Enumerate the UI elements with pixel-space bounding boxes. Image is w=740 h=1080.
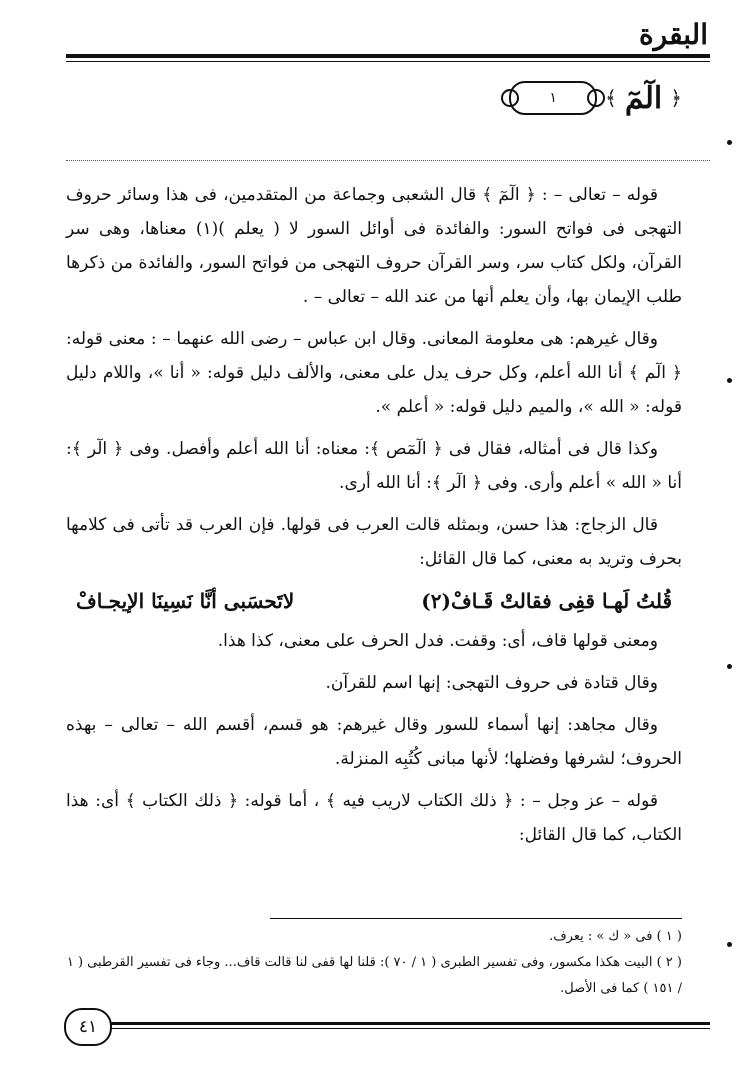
header-rule-thin — [66, 61, 710, 62]
page-number: ٤١ — [78, 1017, 98, 1037]
footnote: ( ٢ ) البيت هكذا مكسور، وفى تفسير الطبرى ( ١ / ٧٠ ): قلنا لها قفى لنا قالت قاف... وجاء فى تفسير القرطبى ( ١ / ١٥١ ) كما فى الأصل. — [66, 955, 682, 996]
header-rule-thick — [66, 54, 710, 58]
ornate-bracket-close: ﴾ — [605, 86, 617, 110]
footnote: ( ١ ) فى « ك » : يعرف. — [549, 929, 682, 944]
margin-dot — [727, 140, 732, 145]
commentary-body — [66, 178, 682, 860]
verse-heading-text: الٓمٓ — [624, 80, 663, 116]
paragraph: قوله – عز وجل – : ﴿ ذلك الكتاب لاريب فيه ﴾ ، أما قوله: ﴿ ذلك الكتاب ﴾ أى: هذا الكتاب، كما قال القائل: — [66, 791, 682, 845]
paragraph: وقال غيرهم: هى معلومة المعانى. وقال ابن عباس – رضى الله عنهما – : معنى قوله: ﴿ الٓم ﴾ أنا الله أعلم، وكل حرف يدل على معنى، والألف دليل قوله: « أنا »، واللام دليل قوله: « الله »، والميم دليل قوله: « أعلم ». — [66, 329, 682, 417]
footer-rule — [110, 1022, 710, 1029]
surah-name: البقرة — [638, 18, 708, 51]
paragraph: وكذا قال فى أمثاله، فقال فى ﴿ الٓمٓص ﴾: معناه: أنا الله أعلم وأفصل. وفى ﴿ الٓر ﴾: أنا « الله » أعلم وأرى. وفى ﴿ الٓر ﴾: أنا الله أرى. — [66, 439, 682, 493]
poem-hemistich-first: قُلتُ لَهـا قفِى فقالتْ قَـافْ(٢) — [421, 589, 672, 613]
paragraph: قال الزجاج: هذا حسن، وبمثله قالت العرب فى قولها. فإن العرب قد تأتى فى كلامها بحرف وتريد به معنى، كما قال القائل: — [66, 515, 682, 569]
paragraph: وقال قتادة فى حروف التهجى: إنها اسم للقرآن. — [325, 673, 658, 693]
footnotes — [66, 924, 682, 1002]
page-number-frame — [64, 1008, 112, 1046]
paragraph: ومعنى قولها قاف، أى: وقفت. فدل الحرف على معنى، كذا هذا. — [217, 631, 658, 651]
footnote-separator — [270, 918, 682, 919]
margin-dot — [727, 942, 732, 947]
verse-number-medallion — [509, 81, 597, 115]
poem-verse — [76, 584, 672, 618]
margin-dot — [727, 664, 732, 669]
ornate-bracket-open: ﴿ — [670, 86, 682, 110]
margin-dot — [727, 378, 732, 383]
verse-heading — [509, 76, 682, 120]
page-header — [66, 18, 710, 52]
paragraph: وقال مجاهد: إنها أسماء للسور وقال غيرهم: هو قسم، أقسم الله – تعالى – بهذه الحروف؛ لشرفها وفضلها؛ لأنها مبانى كُتُبِه المنزلة. — [66, 715, 682, 769]
poem-hemistich-second: لاتَحسَبى أنَّا نَسِينَا الإيجـافْ — [76, 589, 295, 613]
paragraph: قوله – تعالى – : ﴿ الٓمٓ ﴾ قال الشعبى وجماعة من المتقدمين، فى هذا وسائر حروف التهجى فى فواتح السور: والفائدة فى أوائل السور لا ( يعلم )(١) معناها، وهى سر القرآن، ولكل كتاب سر، وسر القرآن حروف التهجى من فواتح السور، والفائدة من ذكرها طلب الإيمان بها، وأن يعلم أنها من عند الله – تعالى – . — [66, 185, 682, 307]
verse-number: ١ — [549, 90, 557, 106]
dotted-separator — [66, 160, 710, 161]
